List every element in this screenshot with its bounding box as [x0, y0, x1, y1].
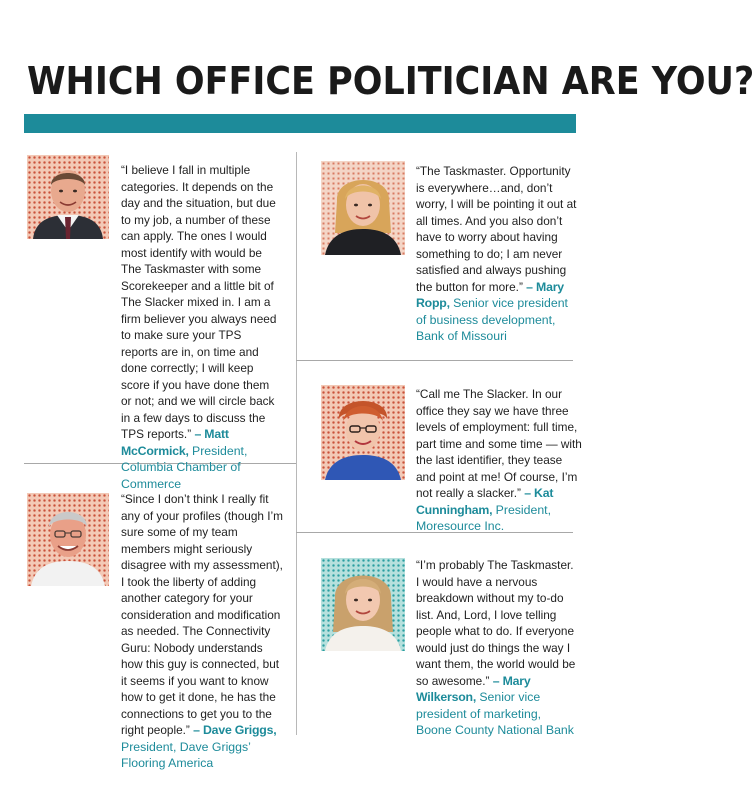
portrait-matt-mccormick: [27, 155, 109, 239]
profile-quote: “The Taskmaster. Opportunity is everywhere…and, don’t worry, I will be pointing it out at all times. And you also don’t have to worry about having something to do; I am never satisfied and always pushing the button for more.”: [416, 164, 577, 294]
profile-title: Senior vice president of marketing, Boone County National Bank: [416, 690, 574, 737]
profile-title: President, Columbia Chamber of Commerce: [121, 443, 248, 491]
profile-quote: “Call me The Slacker. In our office they say we have three levels of employment: full time, part time and some time — with the last identifier, they tease and point at me! Of course, I’m not really a slacker.”: [416, 387, 582, 500]
profile-title: Senior vice president of business development, Bank of Missouri: [416, 296, 568, 343]
profile-quote: “Since I don’t think I really fit any of your profiles (though I’m sure some of my team members might seriously disagree with my assessment), I took the liberty of adding another category for your consideration and modification as needed. The Connectivity Guru: Nobody understands how this guy is connected, but it seems if you want to know how to get it done, he has the connections to get you to the right people.”: [121, 492, 283, 737]
profile-quote: “I believe I fall in multiple categories. It depends on the day and the situation, but due to my job, a number of these can apply. The ones I would most identify with would be The Taskmaster with some Scorekeeper and a little bit of The Slacker mixed in. I am a firm believer you always need to make sure your TPS reports are in, on time and done correctly; I will keep score if you have done them or not; and we will circle back in a few days to discuss the TPS reports.”: [121, 163, 277, 441]
profile-quote-block: [416, 557, 578, 739]
profile-quote-block: [416, 163, 578, 345]
profile-title: President, Dave Griggs’ Flooring America: [121, 739, 251, 770]
page-title: WHICH OFFICE POLITICIAN ARE YOU?: [27, 59, 754, 103]
profile-name: – Mary Ropp,: [416, 279, 564, 310]
title-underline-bar: [24, 114, 576, 133]
profile-title: President, Moresource Inc.: [416, 502, 552, 533]
column-divider: [296, 152, 297, 735]
profile-name: – Dave Griggs,: [193, 723, 277, 737]
portrait-dave-griggs: [27, 493, 109, 586]
profile-quote-block: [416, 386, 582, 535]
profile-quote-block: [121, 491, 283, 772]
profile-name: – Mary Wilkerson,: [416, 673, 531, 704]
profile-quote-block: [121, 162, 281, 492]
section-divider-right-1: [296, 360, 573, 361]
profile-name: – Kat Cunningham,: [416, 486, 554, 517]
portrait-mary-ropp: [321, 161, 405, 255]
profile-name: – Matt McCormick,: [121, 427, 229, 458]
profile-quote: “I’m probably The Taskmaster. I would have a nervous breakdown without my to-do list. And, Lord, I love telling people what to do. If everyone would just do things the way I want them, the world would be so awesome.”: [416, 558, 576, 688]
portrait-mary-wilkerson: [321, 558, 405, 651]
portrait-kat-cunningham: [321, 385, 405, 480]
